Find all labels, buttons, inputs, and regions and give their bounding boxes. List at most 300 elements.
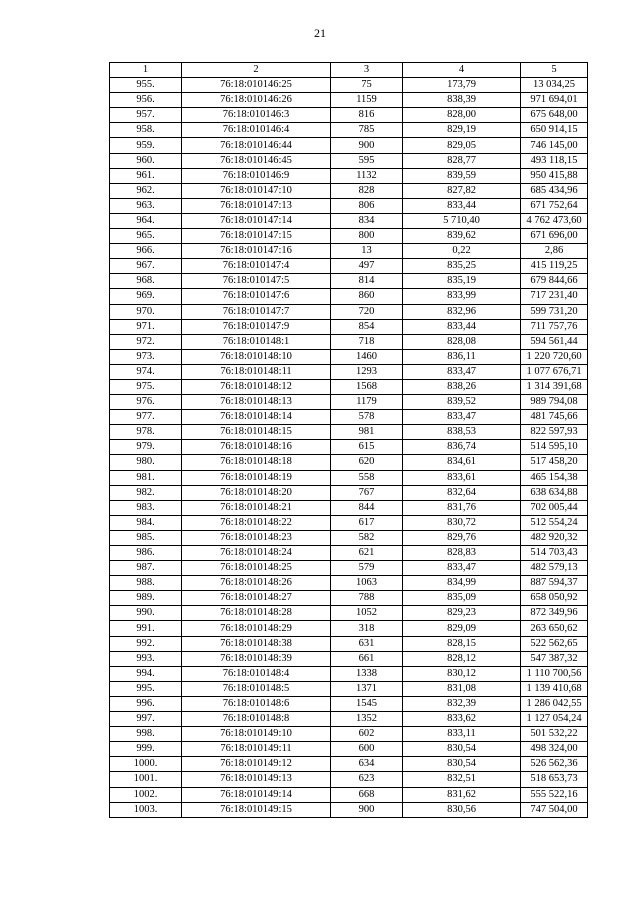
cadastral-number-cell: 76:18:010148:27 <box>182 591 331 606</box>
rate-cell: 833,47 <box>403 561 521 576</box>
area-cell: 1179 <box>331 395 403 410</box>
table-row <box>110 138 588 153</box>
table-row <box>110 727 588 742</box>
table-row <box>110 485 588 500</box>
area-cell: 617 <box>331 515 403 530</box>
rate-cell: 832,64 <box>403 485 521 500</box>
rate-cell: 828,83 <box>403 546 521 561</box>
table-row <box>110 379 588 394</box>
value-cell: 522 562,65 <box>521 636 588 651</box>
row-number-cell: 989. <box>110 591 182 606</box>
rate-cell: 833,47 <box>403 410 521 425</box>
area-cell: 785 <box>331 123 403 138</box>
area-cell: 1052 <box>331 606 403 621</box>
row-number-cell: 1001. <box>110 772 182 787</box>
row-number-cell: 978. <box>110 425 182 440</box>
rate-cell: 838,39 <box>403 93 521 108</box>
row-number-cell: 962. <box>110 183 182 198</box>
area-cell: 788 <box>331 591 403 606</box>
row-number-cell: 973. <box>110 349 182 364</box>
table-row <box>110 787 588 802</box>
cadastral-number-cell: 76:18:010148:15 <box>182 425 331 440</box>
row-number-cell: 994. <box>110 666 182 681</box>
table-row <box>110 772 588 787</box>
table-row <box>110 108 588 123</box>
cadastral-number-cell: 76:18:010148:12 <box>182 379 331 394</box>
column-header-4: 4 <box>403 63 521 78</box>
area-cell: 828 <box>331 183 403 198</box>
cadastral-number-cell: 76:18:010148:5 <box>182 681 331 696</box>
rate-cell: 830,56 <box>403 802 521 817</box>
cadastral-number-cell: 76:18:010147:7 <box>182 304 331 319</box>
rate-cell: 828,00 <box>403 108 521 123</box>
area-cell: 1460 <box>331 349 403 364</box>
value-cell: 263 650,62 <box>521 621 588 636</box>
table-row <box>110 576 588 591</box>
row-number-cell: 971. <box>110 319 182 334</box>
table-row <box>110 93 588 108</box>
value-cell: 1 077 676,71 <box>521 364 588 379</box>
area-cell: 602 <box>331 727 403 742</box>
area-cell: 844 <box>331 500 403 515</box>
value-cell: 989 794,08 <box>521 395 588 410</box>
cadastral-number-cell: 76:18:010147:13 <box>182 198 331 213</box>
row-number-cell: 986. <box>110 546 182 561</box>
value-cell: 679 844,66 <box>521 274 588 289</box>
table-row <box>110 455 588 470</box>
value-cell: 822 597,93 <box>521 425 588 440</box>
value-cell: 2,86 <box>521 244 588 259</box>
value-cell: 514 703,43 <box>521 546 588 561</box>
table-body <box>110 78 588 818</box>
row-number-cell: 983. <box>110 500 182 515</box>
rate-cell: 831,62 <box>403 787 521 802</box>
area-cell: 1545 <box>331 696 403 711</box>
value-cell: 517 458,20 <box>521 455 588 470</box>
rate-cell: 836,11 <box>403 349 521 364</box>
value-cell: 711 757,76 <box>521 319 588 334</box>
rate-cell: 833,99 <box>403 289 521 304</box>
table-row <box>110 561 588 576</box>
value-cell: 547 387,32 <box>521 651 588 666</box>
value-cell: 512 554,24 <box>521 515 588 530</box>
area-cell: 834 <box>331 213 403 228</box>
value-cell: 1 127 054,24 <box>521 712 588 727</box>
column-header-5: 5 <box>521 63 588 78</box>
rate-cell: 839,59 <box>403 168 521 183</box>
cadastral-number-cell: 76:18:010148:39 <box>182 651 331 666</box>
page-number: 21 <box>314 26 326 40</box>
value-cell: 671 696,00 <box>521 229 588 244</box>
value-cell: 675 648,00 <box>521 108 588 123</box>
rate-cell: 833,44 <box>403 319 521 334</box>
cadastral-number-cell: 76:18:010146:3 <box>182 108 331 123</box>
row-number-cell: 984. <box>110 515 182 530</box>
column-header-2: 2 <box>182 63 331 78</box>
table-row <box>110 319 588 334</box>
value-cell: 514 595,10 <box>521 440 588 455</box>
rate-cell: 828,77 <box>403 153 521 168</box>
cadastral-number-cell: 76:18:010148:16 <box>182 440 331 455</box>
cadastral-number-cell: 76:18:010148:38 <box>182 636 331 651</box>
table-row <box>110 198 588 213</box>
value-cell: 1 220 720,60 <box>521 349 588 364</box>
area-cell: 816 <box>331 108 403 123</box>
area-cell: 579 <box>331 561 403 576</box>
table-row <box>110 651 588 666</box>
rate-cell: 832,39 <box>403 696 521 711</box>
area-cell: 1293 <box>331 364 403 379</box>
rate-cell: 833,11 <box>403 727 521 742</box>
area-cell: 75 <box>331 78 403 93</box>
header-row <box>110 63 588 78</box>
cadastral-number-cell: 76:18:010148:18 <box>182 455 331 470</box>
table-row <box>110 696 588 711</box>
area-cell: 631 <box>331 636 403 651</box>
value-cell: 4 762 473,60 <box>521 213 588 228</box>
table-row <box>110 606 588 621</box>
area-cell: 318 <box>331 621 403 636</box>
cadastral-number-cell: 76:18:010146:25 <box>182 78 331 93</box>
cadastral-number-cell: 76:18:010147:6 <box>182 289 331 304</box>
table-row <box>110 395 588 410</box>
area-cell: 634 <box>331 757 403 772</box>
rate-cell: 830,54 <box>403 742 521 757</box>
value-cell: 594 561,44 <box>521 334 588 349</box>
cadastral-number-cell: 76:18:010148:23 <box>182 530 331 545</box>
row-number-cell: 988. <box>110 576 182 591</box>
value-cell: 1 139 410,68 <box>521 681 588 696</box>
rate-cell: 828,15 <box>403 636 521 651</box>
value-cell: 685 434,96 <box>521 183 588 198</box>
value-cell: 481 745,66 <box>521 410 588 425</box>
area-cell: 767 <box>331 485 403 500</box>
value-cell: 1 110 700,56 <box>521 666 588 681</box>
row-number-cell: 999. <box>110 742 182 757</box>
row-number-cell: 963. <box>110 198 182 213</box>
cadastral-number-cell: 76:18:010148:10 <box>182 349 331 364</box>
area-cell: 497 <box>331 259 403 274</box>
rate-cell: 835,25 <box>403 259 521 274</box>
value-cell: 465 154,38 <box>521 470 588 485</box>
area-cell: 900 <box>331 138 403 153</box>
row-number-cell: 961. <box>110 168 182 183</box>
area-cell: 1338 <box>331 666 403 681</box>
area-cell: 582 <box>331 530 403 545</box>
cadastral-number-cell: 76:18:010149:10 <box>182 727 331 742</box>
area-cell: 1371 <box>331 681 403 696</box>
value-cell: 415 119,25 <box>521 259 588 274</box>
cadastral-number-cell: 76:18:010148:6 <box>182 696 331 711</box>
row-number-cell: 959. <box>110 138 182 153</box>
rate-cell: 835,09 <box>403 591 521 606</box>
row-number-cell: 976. <box>110 395 182 410</box>
row-number-cell: 987. <box>110 561 182 576</box>
value-cell: 493 118,15 <box>521 153 588 168</box>
value-cell: 702 005,44 <box>521 500 588 515</box>
rate-cell: 0,22 <box>403 244 521 259</box>
area-cell: 720 <box>331 304 403 319</box>
row-number-cell: 966. <box>110 244 182 259</box>
cadastral-number-cell: 76:18:010148:29 <box>182 621 331 636</box>
area-cell: 661 <box>331 651 403 666</box>
table-row <box>110 515 588 530</box>
table-row <box>110 757 588 772</box>
row-number-cell: 991. <box>110 621 182 636</box>
table-row <box>110 742 588 757</box>
area-cell: 718 <box>331 334 403 349</box>
table-row <box>110 681 588 696</box>
area-cell: 800 <box>331 229 403 244</box>
rate-cell: 829,05 <box>403 138 521 153</box>
rate-cell: 838,26 <box>403 379 521 394</box>
rate-cell: 835,19 <box>403 274 521 289</box>
value-cell: 482 579,13 <box>521 561 588 576</box>
row-number-cell: 981. <box>110 470 182 485</box>
row-number-cell: 997. <box>110 712 182 727</box>
row-number-cell: 990. <box>110 606 182 621</box>
cadastral-number-cell: 76:18:010146:4 <box>182 123 331 138</box>
row-number-cell: 956. <box>110 93 182 108</box>
table-row <box>110 259 588 274</box>
cadastral-number-cell: 76:18:010149:14 <box>182 787 331 802</box>
area-cell: 854 <box>331 319 403 334</box>
row-number-cell: 970. <box>110 304 182 319</box>
cadastral-number-cell: 76:18:010147:9 <box>182 319 331 334</box>
rate-cell: 830,54 <box>403 757 521 772</box>
rate-cell: 836,74 <box>403 440 521 455</box>
table-row <box>110 712 588 727</box>
table-row <box>110 500 588 515</box>
value-cell: 518 653,73 <box>521 772 588 787</box>
value-cell: 650 914,15 <box>521 123 588 138</box>
area-cell: 558 <box>331 470 403 485</box>
row-number-cell: 974. <box>110 364 182 379</box>
table-row <box>110 244 588 259</box>
table-row <box>110 636 588 651</box>
rate-cell: 833,61 <box>403 470 521 485</box>
table-row <box>110 546 588 561</box>
value-cell: 950 415,88 <box>521 168 588 183</box>
value-cell: 13 034,25 <box>521 78 588 93</box>
value-cell: 1 314 391,68 <box>521 379 588 394</box>
row-number-cell: 968. <box>110 274 182 289</box>
area-cell: 13 <box>331 244 403 259</box>
cadastral-number-cell: 76:18:010148:21 <box>182 500 331 515</box>
cadastral-number-cell: 76:18:010148:22 <box>182 515 331 530</box>
table-row <box>110 364 588 379</box>
rate-cell: 829,19 <box>403 123 521 138</box>
area-cell: 1159 <box>331 93 403 108</box>
row-number-cell: 1002. <box>110 787 182 802</box>
cadastral-number-cell: 76:18:010147:5 <box>182 274 331 289</box>
value-cell: 872 349,96 <box>521 606 588 621</box>
cadastral-number-cell: 76:18:010148:19 <box>182 470 331 485</box>
row-number-cell: 957. <box>110 108 182 123</box>
area-cell: 621 <box>331 546 403 561</box>
rate-cell: 829,09 <box>403 621 521 636</box>
rate-cell: 832,96 <box>403 304 521 319</box>
row-number-cell: 980. <box>110 455 182 470</box>
area-cell: 668 <box>331 787 403 802</box>
area-cell: 600 <box>331 742 403 757</box>
column-header-1: 1 <box>110 63 182 78</box>
area-cell: 623 <box>331 772 403 787</box>
cadastral-number-cell: 76:18:010148:8 <box>182 712 331 727</box>
table-row <box>110 410 588 425</box>
table-row <box>110 440 588 455</box>
area-cell: 1132 <box>331 168 403 183</box>
cadastral-number-cell: 76:18:010148:4 <box>182 666 331 681</box>
area-cell: 814 <box>331 274 403 289</box>
value-cell: 482 920,32 <box>521 530 588 545</box>
cadastral-number-cell: 76:18:010147:16 <box>182 244 331 259</box>
cadastral-number-cell: 76:18:010147:10 <box>182 183 331 198</box>
rate-cell: 833,47 <box>403 364 521 379</box>
rate-cell: 839,62 <box>403 229 521 244</box>
cadastral-number-cell: 76:18:010148:13 <box>182 395 331 410</box>
cadastral-table <box>109 62 588 818</box>
table-row <box>110 168 588 183</box>
rate-cell: 5 710,40 <box>403 213 521 228</box>
rate-cell: 173,79 <box>403 78 521 93</box>
row-number-cell: 1000. <box>110 757 182 772</box>
cadastral-number-cell: 76:18:010148:25 <box>182 561 331 576</box>
value-cell: 1 286 042,55 <box>521 696 588 711</box>
value-cell: 717 231,40 <box>521 289 588 304</box>
area-cell: 615 <box>331 440 403 455</box>
rate-cell: 828,08 <box>403 334 521 349</box>
rate-cell: 830,72 <box>403 515 521 530</box>
row-number-cell: 992. <box>110 636 182 651</box>
rate-cell: 831,76 <box>403 500 521 515</box>
table-row <box>110 349 588 364</box>
cadastral-number-cell: 76:18:010148:1 <box>182 334 331 349</box>
rate-cell: 834,99 <box>403 576 521 591</box>
cadastral-number-cell: 76:18:010147:4 <box>182 259 331 274</box>
rate-cell: 834,61 <box>403 455 521 470</box>
table-row <box>110 621 588 636</box>
row-number-cell: 993. <box>110 651 182 666</box>
table-row <box>110 802 588 817</box>
cadastral-number-cell: 76:18:010146:44 <box>182 138 331 153</box>
cadastral-number-cell: 76:18:010147:15 <box>182 229 331 244</box>
row-number-cell: 964. <box>110 213 182 228</box>
rate-cell: 828,12 <box>403 651 521 666</box>
table-row <box>110 304 588 319</box>
table-row <box>110 213 588 228</box>
cadastral-number-cell: 76:18:010148:14 <box>182 410 331 425</box>
row-number-cell: 972. <box>110 334 182 349</box>
row-number-cell: 998. <box>110 727 182 742</box>
row-number-cell: 967. <box>110 259 182 274</box>
value-cell: 887 594,37 <box>521 576 588 591</box>
table-row <box>110 78 588 93</box>
rate-cell: 833,62 <box>403 712 521 727</box>
cadastral-number-cell: 76:18:010148:26 <box>182 576 331 591</box>
value-cell: 746 145,00 <box>521 138 588 153</box>
row-number-cell: 960. <box>110 153 182 168</box>
rate-cell: 833,44 <box>403 198 521 213</box>
table-row <box>110 229 588 244</box>
area-cell: 1568 <box>331 379 403 394</box>
table-row <box>110 334 588 349</box>
value-cell: 658 050,92 <box>521 591 588 606</box>
value-cell: 971 694,01 <box>521 93 588 108</box>
row-number-cell: 977. <box>110 410 182 425</box>
value-cell: 599 731,20 <box>521 304 588 319</box>
row-number-cell: 969. <box>110 289 182 304</box>
table-row <box>110 591 588 606</box>
cadastral-number-cell: 76:18:010146:9 <box>182 168 331 183</box>
cadastral-number-cell: 76:18:010146:26 <box>182 93 331 108</box>
value-cell: 747 504,00 <box>521 802 588 817</box>
table-row <box>110 183 588 198</box>
row-number-cell: 979. <box>110 440 182 455</box>
cadastral-number-cell: 76:18:010148:24 <box>182 546 331 561</box>
table-row <box>110 153 588 168</box>
column-header-3: 3 <box>331 63 403 78</box>
row-number-cell: 958. <box>110 123 182 138</box>
rate-cell: 830,12 <box>403 666 521 681</box>
cadastral-number-cell: 76:18:010147:14 <box>182 213 331 228</box>
rate-cell: 839,52 <box>403 395 521 410</box>
rate-cell: 829,23 <box>403 606 521 621</box>
rate-cell: 832,51 <box>403 772 521 787</box>
area-cell: 595 <box>331 153 403 168</box>
table-row <box>110 530 588 545</box>
area-cell: 981 <box>331 425 403 440</box>
rate-cell: 829,76 <box>403 530 521 545</box>
row-number-cell: 995. <box>110 681 182 696</box>
cadastral-number-cell: 76:18:010148:28 <box>182 606 331 621</box>
table-row <box>110 274 588 289</box>
value-cell: 526 562,36 <box>521 757 588 772</box>
value-cell: 555 522,16 <box>521 787 588 802</box>
value-cell: 671 752,64 <box>521 198 588 213</box>
rate-cell: 827,82 <box>403 183 521 198</box>
cadastral-number-cell: 76:18:010149:12 <box>182 757 331 772</box>
row-number-cell: 982. <box>110 485 182 500</box>
table-row <box>110 666 588 681</box>
cadastral-number-cell: 76:18:010146:45 <box>182 153 331 168</box>
area-cell: 620 <box>331 455 403 470</box>
row-number-cell: 975. <box>110 379 182 394</box>
area-cell: 578 <box>331 410 403 425</box>
row-number-cell: 955. <box>110 78 182 93</box>
value-cell: 501 532,22 <box>521 727 588 742</box>
rate-cell: 831,08 <box>403 681 521 696</box>
rate-cell: 838,53 <box>403 425 521 440</box>
cadastral-number-cell: 76:18:010149:13 <box>182 772 331 787</box>
row-number-cell: 996. <box>110 696 182 711</box>
table-row <box>110 123 588 138</box>
table-row <box>110 425 588 440</box>
area-cell: 900 <box>331 802 403 817</box>
cadastral-number-cell: 76:18:010148:11 <box>182 364 331 379</box>
row-number-cell: 965. <box>110 229 182 244</box>
area-cell: 1352 <box>331 712 403 727</box>
cadastral-number-cell: 76:18:010149:11 <box>182 742 331 757</box>
row-number-cell: 985. <box>110 530 182 545</box>
cadastral-number-cell: 76:18:010148:20 <box>182 485 331 500</box>
table-row <box>110 470 588 485</box>
area-cell: 806 <box>331 198 403 213</box>
cadastral-number-cell: 76:18:010149:15 <box>182 802 331 817</box>
value-cell: 498 324,00 <box>521 742 588 757</box>
table-row <box>110 289 588 304</box>
area-cell: 860 <box>331 289 403 304</box>
